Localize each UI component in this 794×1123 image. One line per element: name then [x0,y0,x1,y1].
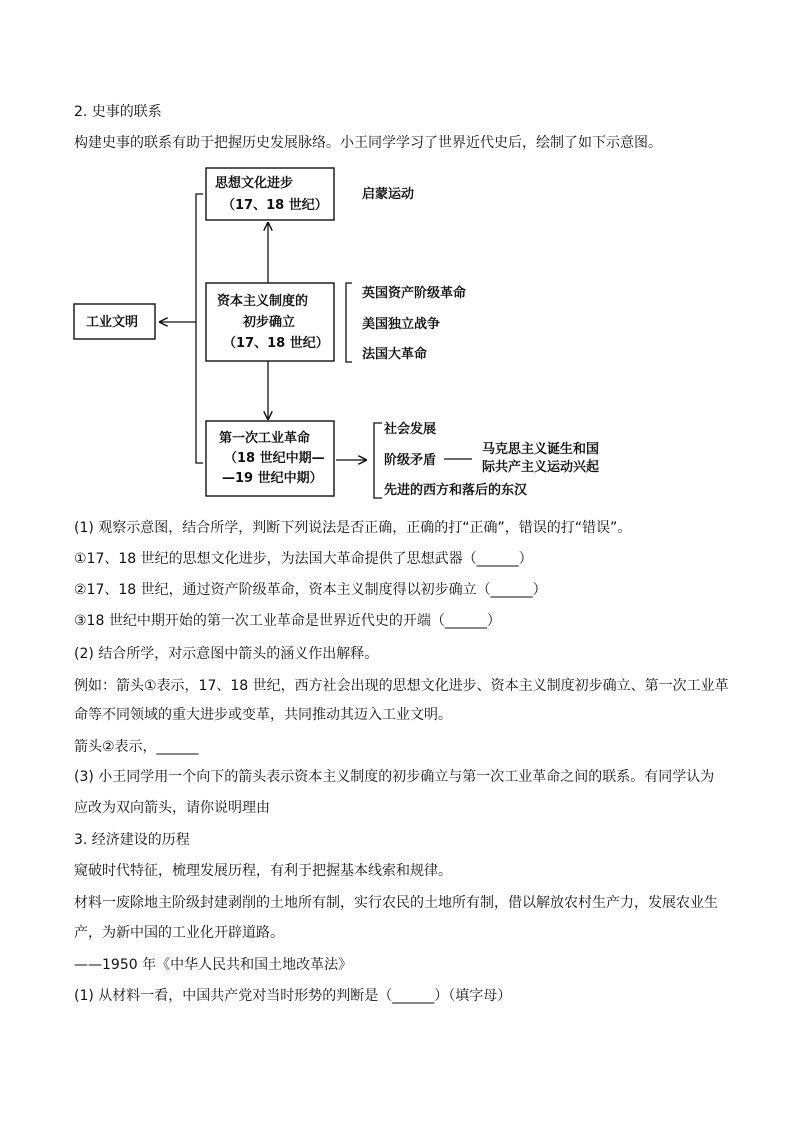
industrial-civilization-label: 工业文明 [86,315,139,330]
revolution-item: 美国独立战争 [362,317,441,332]
material-line-2: 产，为新中国的工业化开辟道路。 [74,925,284,941]
industrial-revolution-line-2: （18 世纪中期— [224,451,325,466]
effects-bracket [374,423,382,498]
capitalism-box-line-2: 初步确立 [243,315,296,330]
thought-box-line-2: （17、18 世纪） [222,198,328,213]
question-1-c: ③18 世纪中期开始的第一次工业革命是世界近代史的开端（______） [74,613,501,629]
marxism-line-2: 际共产主义运动兴起 [482,460,600,475]
question-2: (2) 结合所学，对示意图中箭头的涵义作出解释。 [74,646,379,662]
question-1: (1) 观察示意图，结合所学，判断下列说法是否正确，正确的打“正确”，错误的打“错误”。 [74,520,632,536]
thought-box-line-1: 思想文化进步 [215,176,294,191]
question-1-a: ①17、18 世纪的思想文化进步，为法国大革命提供了思想武器（______） [74,551,533,567]
revolutions-bracket [346,283,352,362]
left-bracket [196,194,203,463]
capitalism-box-line-3: （17、18 世纪） [223,336,329,351]
enlightenment-label: 启蒙运动 [362,187,415,202]
revolution-item: 英国资产阶级革命 [362,286,467,301]
section-intro: 构建史事的联系有助于把握历史发展脉络。小王同学学习了世界近代史后，绘制了如下示意图。 [74,135,662,151]
section-intro: 窥破时代特征，梳理发展历程，有利于把握基本线索和规律。 [74,863,452,879]
question-3-line-1: (3) 小王同学用一个向下的箭头表示资本主义制度的初步确立与第一次工业革命之间的联系。有同学认为 [74,769,715,785]
section-heading: 2. 史事的联系 [74,104,162,120]
effect-item: 社会发展 [384,422,437,437]
industrial-revolution-line-3: —19 世纪中期） [222,471,323,486]
capitalism-box-line-1: 资本主义制度的 [217,294,309,309]
marxism-line-1: 马克思主义诞生和国 [482,442,600,457]
effect-item: 先进的西方和落后的东汉 [384,483,528,498]
material-line-1: 材料一废除地主阶级封建剥削的土地所有制，实行农民的土地所有制，借以解放农村生产力，发展农业生 [74,895,718,911]
question-3-line-2: 应改为双向箭头，请你说明理由 [74,800,270,816]
question-2-example-1: 例如：箭头①表示，17、18 世纪，西方社会出现的思想文化进步、资本主义制度初步确立、第一次工业革 [74,678,729,694]
section-3-question-1: (1) 从材料一看，中国共产党对当时形势的判断是（______）（填字母） [74,988,512,1004]
question-2-example-2: 命等不同领域的重大进步或变革，共同推动其迈入工业文明。 [74,707,452,723]
question-1-b: ②17、18 世纪，通过资产阶级革命，资本主义制度得以初步确立（______） [74,582,547,598]
effect-item: 阶级矛盾 [384,453,437,468]
question-2-arrow2: 箭头②表示，______ [74,739,199,755]
material-source: ——1950 年《中华人民共和国土地改革法》 [74,957,353,973]
revolution-item: 法国大革命 [362,347,428,362]
section-heading: 3. 经济建设的历程 [74,832,190,848]
industrial-revolution-line-1: 第一次工业革命 [219,431,311,446]
